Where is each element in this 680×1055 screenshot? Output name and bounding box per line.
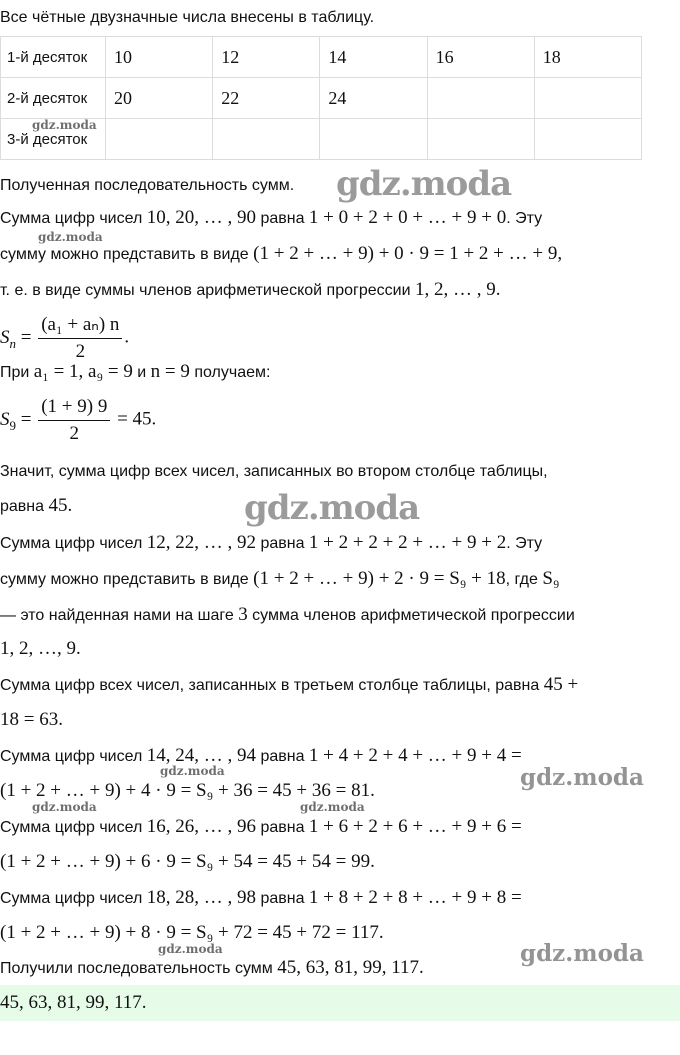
paragraph-col2-result-b: 18 = 63. xyxy=(0,709,63,730)
paragraph-conclusion-1: Значит, сумма цифр всех чисел, записанных во втором столбце таблицы, xyxy=(0,463,548,480)
table-cell xyxy=(106,119,213,160)
paragraph-col4-b: (1 + 2 + … + 9) + 6 · 9 = S₉ + 54 = 45 + 54 = 99. xyxy=(0,851,375,872)
table-cell: 14 xyxy=(320,37,427,78)
watermark: gdz.moda xyxy=(244,488,420,528)
paragraph-result: Получили последовательность сумм 45, 63, 81, 99, 117. xyxy=(0,957,424,978)
paragraph-col3: Сумма цифр чисел 14, 24, … , 94 равна 1 + 4 + 2 + 4 + … + 9 + 4 = xyxy=(0,745,522,766)
watermark: gdz.moda xyxy=(32,800,97,814)
table-cell xyxy=(534,78,641,119)
digits-table xyxy=(0,36,642,160)
watermark: gdz.moda xyxy=(300,800,365,814)
paragraph-conclusion-1b: равна 45. xyxy=(0,495,73,516)
row-label: 3-й десяток xyxy=(1,119,106,160)
table-cell: 12 xyxy=(213,37,320,78)
watermark: gdz.moda xyxy=(336,164,512,204)
watermark: gdz.moda xyxy=(32,118,97,132)
paragraph-col2: Сумма цифр чисел 12, 22, … , 92 равна 1 + 2 + 2 + 2 + … + 9 + 2. Эту xyxy=(0,532,543,553)
paragraph-col5: Сумма цифр чисел 18, 28, … , 98 равна 1 + 8 + 2 + 8 + … + 9 + 8 = xyxy=(0,887,522,908)
paragraph-step-ref: — это найденная нами на шаге 3 сумма членов арифметической прогрессии xyxy=(0,604,575,625)
table-cell: 18 xyxy=(534,37,641,78)
paragraph-col1-repr: сумму можно представить в виде (1 + 2 + … + 9) + 0 · 9 = 1 + 2 + … + 9, xyxy=(0,243,563,264)
table-row xyxy=(1,78,642,119)
paragraph-col1: Сумма цифр чисел 10, 20, … , 90 равна 1 + 0 + 2 + 0 + … + 9 + 0. Эту xyxy=(0,207,543,228)
paragraph-given: При a₁ = 1, a₉ = 9 и n = 9 получаем: xyxy=(0,361,271,382)
formula-s9: $S_9$ = $\frac{(1 + 9) 9}{2}$ = 45. xyxy=(0,396,157,444)
table-cell: 24 xyxy=(320,78,427,119)
watermark: gdz.moda xyxy=(520,764,644,791)
table-cell: 10 xyxy=(106,37,213,78)
table-row xyxy=(1,37,642,78)
intro-text: Все чётные двузначные числа внесены в таблицу. xyxy=(0,9,375,26)
paragraph-col2-repr: сумму можно представить в виде (1 + 2 + … + 9) + 2 · 9 = S₉ + 18, где S₉ xyxy=(0,568,560,589)
table-cell xyxy=(427,119,534,160)
watermark: gdz.moda xyxy=(158,942,223,956)
table-cell: 20 xyxy=(106,78,213,119)
row-label: 1-й десяток xyxy=(1,37,106,78)
row-label: 2-й десяток xyxy=(1,78,106,119)
table-cell xyxy=(320,119,427,160)
table-cell: 16 xyxy=(427,37,534,78)
formula-sn: $S_n$ = $\frac{\text{(a₁ + aₙ) n}}{2}$ . xyxy=(0,314,130,362)
table-cell: 22 xyxy=(213,78,320,119)
paragraph-sums-heading: Полученная последовательность сумм. xyxy=(0,177,295,194)
watermark: gdz.moda xyxy=(160,764,225,778)
answer-text: 45, 63, 81, 99, 117. xyxy=(0,992,147,1013)
paragraph-progression-2: 1, 2, …, 9. xyxy=(0,638,81,659)
paragraph-progression: т. е. в виде суммы членов арифметической прогрессии 1, 2, … , 9. xyxy=(0,279,501,300)
watermark: gdz.moda xyxy=(38,230,103,244)
table-cell xyxy=(427,78,534,119)
paragraph-col2-result: Сумма цифр всех чисел, записанных в третьем столбце таблицы, равна 45 + xyxy=(0,674,579,695)
paragraph-col3-b: (1 + 2 + … + 9) + 4 · 9 = S₉ + 36 = 45 + 36 = 81. xyxy=(0,780,375,801)
paragraph-col5-b: (1 + 2 + … + 9) + 8 · 9 = S₉ + 72 = 45 + 72 = 117. xyxy=(0,922,384,943)
paragraph-col4: Сумма цифр чисел 16, 26, … , 96 равна 1 + 6 + 2 + 6 + … + 9 + 6 = xyxy=(0,816,522,837)
watermark: gdz.moda xyxy=(520,940,644,967)
table-cell xyxy=(534,119,641,160)
table-cell xyxy=(213,119,320,160)
answer-box xyxy=(0,985,680,1021)
